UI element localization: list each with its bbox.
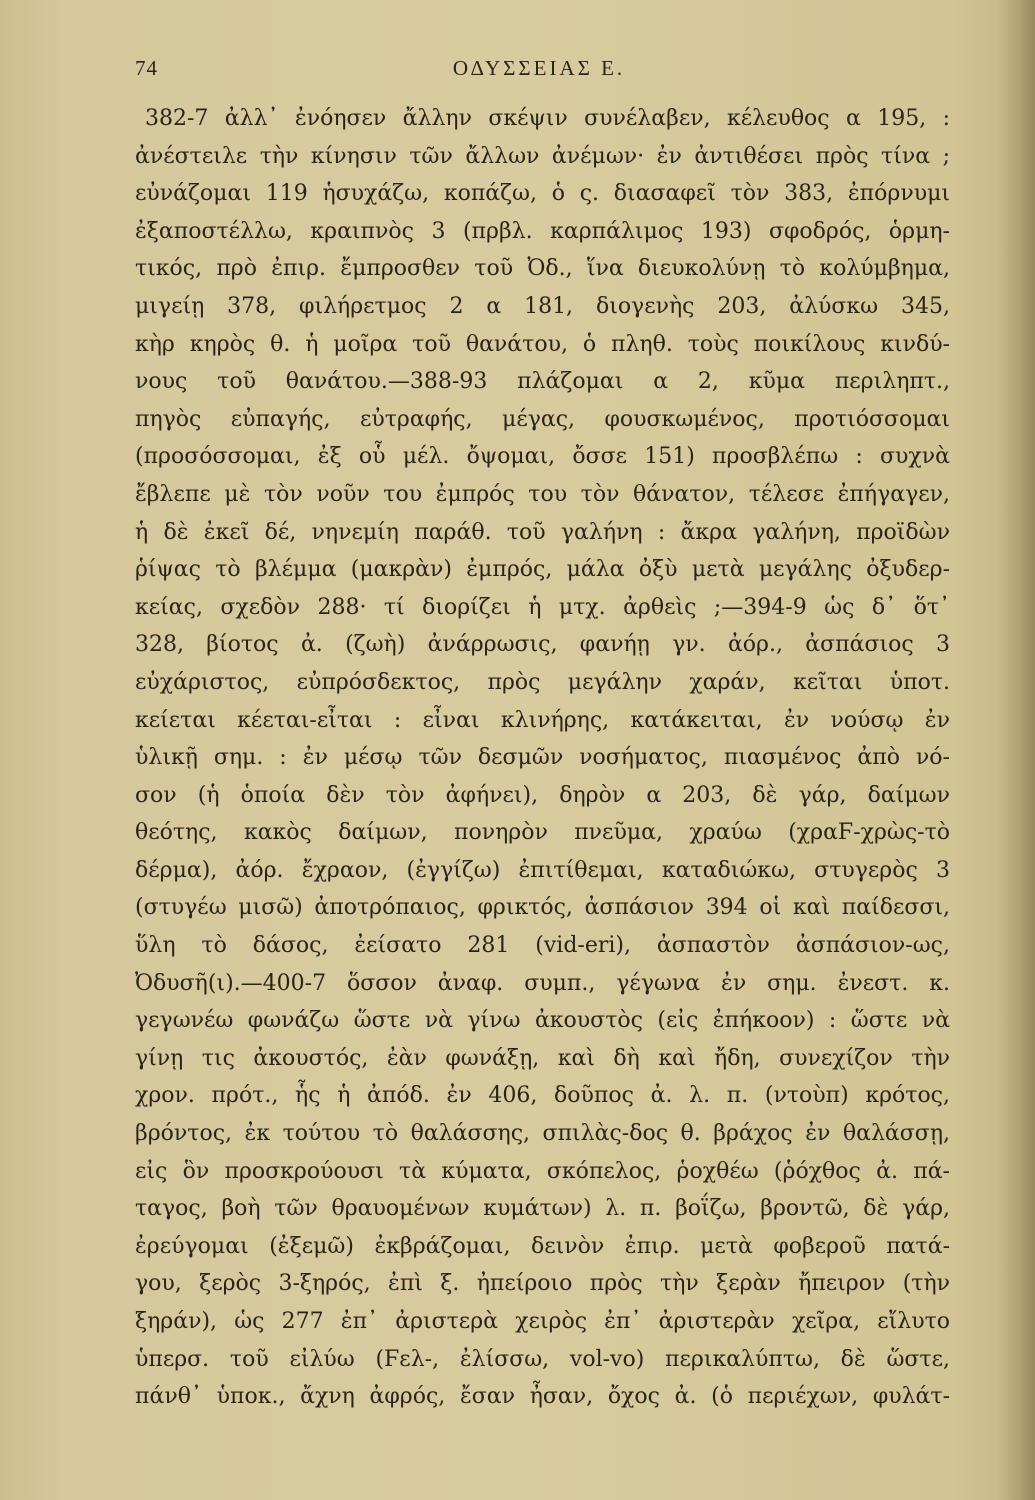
text-line: τικός, πρὸ ἐπιρ. ἔμπροσθεν τοῦ Ὀδ., ἵνα διευκολύνῃ τὸ κολύμβημα, (135, 256, 950, 282)
text-line: γου, ξερὸς 3-ξηρός, ἐπὶ ξ. ἠπείροιο πρὸς τὴν ξερὰν ἤπειρον (τὴν (135, 1271, 950, 1297)
running-title: ΟΔΥΣΣΕΙΑΣ Ε. (452, 56, 626, 80)
text-line: 328, βίοτος ἀ. (ζωὴ) ἀνάρρωσις, φανήῃ γν. ἀόρ., ἀσπάσιος 3 (135, 632, 950, 658)
text-line: ξηράν), ὡς 277 ἐπ᾽ ἀριστερὰ χειρὸς ἐπ᾽ ἀριστερὰν χεῖρα, εἴλυτο (135, 1309, 950, 1334)
text-line: χρον. πρότ., ἧς ἡ ἀπόδ. ἐν 406, δοῦπος ἀ. λ. π. (ντοὺπ) κρότος, (135, 1083, 950, 1109)
page-spine-shadow (997, 0, 1035, 1500)
text-line: (προσόσσομαι, ἐξ οὗ μέλ. ὄψομαι, ὄσσε 151) προσβλέπω : συχνὰ (135, 444, 950, 470)
text-line: ῥίψας τὸ βλέμμα (μακρὰν) ἐμπρός, μάλα ὀξὺ μετὰ μεγάλης ὀξυδερ- (135, 557, 950, 583)
text-line: σον (ἡ ὁποία δὲν τὸν ἀφήνει), δηρὸν α 203, δὲ γάρ, δαίμων (135, 782, 950, 808)
text-line: εὐχάριστος, εὐπρόσδεκτος, πρὸς μεγάλην χαράν, κεῖται ὑποτ. (135, 669, 950, 695)
text-line: πηγὸς εὐπαγής, εὐτραφής, μέγας, φουσκωμένος, προτιόσσομαι (135, 406, 950, 432)
text-line: νους τοῦ θανάτου.—388-93 πλάζομαι α 2, κῦμα περιληπτ., (135, 369, 950, 395)
text-line: εὐνάζομαι 119 ἡσυχάζω, κοπάζω, ὁ ς. διασαφεῖ τὸν 383, ἐπόρνυμι (135, 181, 950, 207)
page-header (135, 48, 943, 88)
text-line: (στυγέω μισῶ) ἀποτρόπαιος, φρικτός, ἀσπάσιον 394 οἱ καὶ παίδεσσι, (135, 895, 950, 921)
text-line: Ὀδυσῆ(ι).—400-7 ὅσσον ἀναφ. συμπ., γέγωνα ἐν σημ. ἐνεστ. κ. (135, 970, 950, 996)
text-line: ἐρεύγομαι (ἐξεμῶ) ἐκβράζομαι, δεινὸν ἐπιρ. μετὰ φοβεροῦ πατά- (135, 1233, 950, 1259)
page-number: 74 (135, 56, 158, 80)
text-line: ὑλικῇ σημ. : ἐν μέσῳ τῶν δεσμῶν νοσήματος, πιασμένος ἀπὸ νό- (135, 745, 950, 771)
text-line: εἰς ὃν προσκρούουσι τὰ κύματα, σκόπελος, ῥοχθέω (ῥόχθος ἀ. πά- (135, 1158, 950, 1184)
text-line: δέρμα), ἀόρ. ἔχραον, (ἐγγίζω) ἐπιτίθεμαι, καταδιώκω, στυγερὸς 3 (135, 857, 950, 883)
text-line: 382-7 ἀλλ᾽ ἐνόησεν ἄλλην σκέψιν συνέλαβεν, κέλευθος α 195, : (145, 106, 950, 131)
text-line: βρόντος, ἐκ τούτου τὸ θαλάσσης, σπιλὰς-δος θ. βράχος ἐν θαλάσσῃ, (135, 1121, 950, 1147)
text-line: κείεται κέεται-εἶται : εἶναι κλινήρης, κατάκειται, ἐν νούσῳ ἐν (135, 707, 950, 733)
text-line: πάνθ᾽ ὑποκ., ἄχνη ἀφρός, ἔσαν ἦσαν, ὄχος ἀ. (ὁ περιέχων, φυλάτ- (135, 1384, 950, 1410)
commentary-text (135, 100, 950, 1416)
text-line: γίνῃ τις ἀκουστός, ἐὰν φωνάξῃ, καὶ δὴ καὶ ἤδη, συνεχίζον τὴν (135, 1045, 950, 1071)
text-line: κείας, σχεδὸν 288· τί διορίζει ἡ μτχ. ἀρθεὶς ;—394-9 ὡς δ᾽ ὅτ᾽ (135, 594, 950, 620)
text-line: ὑπερσ. τοῦ εἰλύω (Ϝελ-, ἐλίσσω, vol-vo) περικαλύπτω, δὲ ὥστε, (135, 1346, 950, 1372)
text-line: θεότης, κακὸς δαίμων, πονηρὸν πνεῦμα, χραύω (χραϜ-χρὼς-τὸ (135, 820, 950, 846)
text-line: γεγωνέω φωνάζω ὥστε νὰ γίνω ἀκουστὸς (εἰς ἐπήκοον) : ὥστε νὰ (135, 1008, 950, 1034)
text-line: ὕλη τὸ δάσος, ἐείσατο 281 (vid-eri), ἀσπαστὸν ἀσπάσιον-ως, (135, 933, 950, 959)
text-line: ταγος, βοὴ τῶν θραυομένων κυμάτων) λ. π. βοΐζω, βροντῶ, δὲ γάρ, (135, 1196, 950, 1222)
text-line: ἀνέστειλε τὴν κίνησιν τῶν ἄλλων ἀνέμων· ἐν ἀντιθέσει πρὸς τίνα ; (135, 143, 950, 169)
text-line: ἔβλεπε μὲ τὸν νοῦν του ἐμπρός του τὸν θάνατον, τέλεσε ἐπήγαγεν, (135, 481, 950, 507)
text-line: ἡ δὲ ἐκεῖ δέ, νηνεμίη παράθ. τοῦ γαλήνη : ἄκρα γαλήνη, προϊδὼν (135, 519, 950, 545)
text-line: κὴρ κηρὸς θ. ἡ μοῖρα τοῦ θανάτου, ὁ πληθ. τοὺς ποικίλους κινδύ- (135, 331, 950, 357)
text-line: μιγείῃ 378, φιλήρετμος 2 α 181, διογενὴς 203, ἀλύσκω 345, (135, 293, 950, 319)
text-line: ἐξαποστέλλω, κραιπνὸς 3 (πρβλ. καρπάλιμος 193) σφοδρός, ὁρμη- (135, 218, 950, 244)
